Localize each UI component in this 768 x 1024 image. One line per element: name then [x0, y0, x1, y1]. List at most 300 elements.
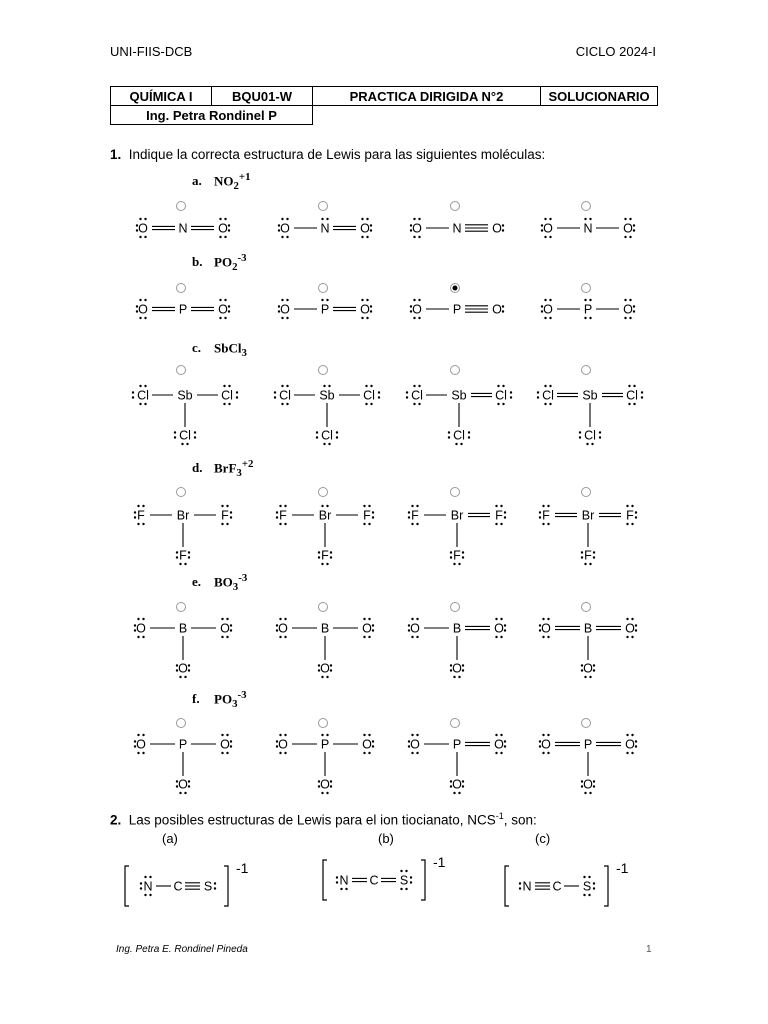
lone-pair-dot — [500, 752, 502, 754]
lone-pair-dot — [284, 505, 286, 507]
lone-pair-dot — [219, 218, 221, 220]
bracket-left — [125, 866, 129, 906]
answer-radio-icon[interactable] — [451, 603, 460, 612]
atom-o: O — [492, 302, 502, 317]
lone-pair-dot — [279, 734, 281, 736]
bracket-right — [224, 866, 228, 906]
lone-pair-dot — [631, 505, 633, 507]
lone-pair-dot — [224, 299, 226, 301]
lone-pair-dot — [458, 792, 460, 794]
lone-pair-dot — [321, 563, 323, 565]
atom-f: F — [453, 548, 461, 563]
lone-pair-dot — [223, 385, 225, 387]
lone-pair-dot — [406, 396, 408, 398]
lone-pair-dot — [136, 229, 138, 231]
atom-o: O — [178, 661, 188, 676]
lone-pair-dot — [541, 305, 543, 307]
atom-c: C — [173, 879, 183, 894]
lone-pair-dot — [635, 745, 637, 747]
lone-pair-dot — [416, 734, 418, 736]
lone-pair-dot — [631, 523, 633, 525]
lone-pair-dot — [626, 734, 628, 736]
atom-o: O — [136, 737, 146, 752]
lone-pair-dot — [188, 664, 190, 666]
option-c-label: (c) — [535, 831, 551, 846]
lone-pair-dot — [228, 385, 230, 387]
atom-f: F — [626, 508, 634, 523]
answer-radio-icon[interactable] — [319, 488, 328, 497]
lone-pair-dot — [589, 218, 591, 220]
lone-pair-dot — [139, 317, 141, 319]
lone-pair-dot — [363, 523, 365, 525]
lone-pair-dot — [326, 792, 328, 794]
lone-pair-dot — [631, 734, 633, 736]
atom-o: O — [280, 302, 290, 317]
lone-pair-dot — [537, 396, 539, 398]
lone-pair-dot — [144, 403, 146, 405]
lone-pair-dot — [149, 894, 151, 896]
bracket-right — [604, 866, 608, 906]
lone-pair-dot — [400, 870, 402, 872]
lone-pair-dot — [328, 385, 330, 387]
lone-pair-dot — [278, 310, 280, 312]
lone-pair-dot — [626, 752, 628, 754]
lone-pair-dot — [504, 511, 506, 513]
lone-pair-dot — [336, 876, 338, 878]
lone-pair-dot — [144, 236, 146, 238]
atom-o: O — [543, 302, 553, 317]
answer-radio-icon[interactable] — [451, 202, 460, 211]
answer-radio-icon[interactable] — [451, 719, 460, 728]
lone-pair-dot — [139, 299, 141, 301]
lone-pair-dot — [230, 629, 232, 631]
lone-pair-dot — [323, 385, 325, 387]
lone-pair-dot — [326, 505, 328, 507]
lone-pair-dot — [504, 516, 506, 518]
answer-radio-icon[interactable] — [582, 284, 591, 293]
lone-pair-dot — [500, 618, 502, 620]
atom-o: O — [178, 777, 188, 792]
lone-pair-dot — [336, 431, 338, 433]
answer-radio-icon[interactable] — [582, 366, 591, 375]
lone-pair-dot — [278, 305, 280, 307]
lone-pair-dot — [326, 563, 328, 565]
lone-pair-dot — [184, 676, 186, 678]
lone-pair-dot — [139, 385, 141, 387]
lone-pair-dot — [589, 317, 591, 319]
lone-pair-dot — [462, 551, 464, 553]
lone-pair-dot — [589, 563, 591, 565]
lone-pair-dot — [495, 523, 497, 525]
lone-pair-dot — [542, 752, 544, 754]
lone-pair-dot — [593, 887, 595, 889]
atom-b: B — [320, 621, 330, 636]
lone-pair-dot — [228, 305, 230, 307]
part-d-label: d. BrF$_3^{+2}$ — [192, 458, 254, 479]
lone-pair-dot — [176, 556, 178, 558]
lone-pair-dot — [321, 734, 323, 736]
lone-pair-dot — [361, 317, 363, 319]
lone-pair-dot — [194, 436, 196, 438]
lone-pair-dot — [504, 629, 506, 631]
lone-pair-dot — [539, 740, 541, 742]
lone-pair-dot — [321, 299, 323, 301]
lone-pair-dot — [224, 218, 226, 220]
atom-b: B — [178, 621, 188, 636]
lone-pair-dot — [184, 563, 186, 565]
lone-pair-dot — [188, 780, 190, 782]
lone-pair-dot — [361, 218, 363, 220]
answer-radio-icon[interactable] — [582, 719, 591, 728]
atom-br: Br — [581, 508, 595, 523]
answer-radio-icon[interactable] — [582, 202, 591, 211]
lone-pair-dot — [624, 236, 626, 238]
lone-pair-dot — [137, 752, 139, 754]
lone-pair-dot — [142, 505, 144, 507]
lone-pair-dot — [361, 299, 363, 301]
atom-o: O — [623, 221, 633, 236]
lone-pair-dot — [224, 317, 226, 319]
lone-pair-dot — [579, 436, 581, 438]
lone-pair-dot — [410, 881, 412, 883]
lone-pair-dot — [629, 218, 631, 220]
lone-pair-dot — [188, 551, 190, 553]
lone-pair-dot — [418, 218, 420, 220]
ion-charge: -1 — [433, 854, 446, 870]
title-cell: PRACTICA DIRIGIDA N°2 — [313, 87, 541, 106]
lone-pair-dot — [413, 403, 415, 405]
lone-pair-dot — [137, 734, 139, 736]
lone-pair-dot — [214, 882, 216, 884]
lone-pair-dot — [504, 740, 506, 742]
lone-pair-dot — [495, 505, 497, 507]
lone-pair-dot — [411, 618, 413, 620]
lone-pair-dot — [134, 624, 136, 626]
lone-pair-dot — [413, 385, 415, 387]
lone-pair-dot — [137, 505, 139, 507]
lone-pair-dot — [284, 734, 286, 736]
lone-pair-dot — [281, 385, 283, 387]
atom-o: O — [278, 737, 288, 752]
lone-pair-dot — [497, 403, 499, 405]
lone-pair-dot — [588, 876, 590, 878]
lone-pair-dot — [541, 224, 543, 226]
atom-p: P — [583, 737, 593, 752]
lone-pair-dot — [591, 443, 593, 445]
answer-radio-icon[interactable] — [319, 202, 328, 211]
lone-pair-dot — [635, 511, 637, 513]
lone-pair-dot — [276, 511, 278, 513]
lone-pair-dot — [624, 317, 626, 319]
lone-pair-dot — [405, 870, 407, 872]
lone-pair-dot — [633, 385, 635, 387]
lone-pair-dot — [368, 752, 370, 754]
lone-pair-dot — [226, 618, 228, 620]
lone-pair-dot — [226, 523, 228, 525]
lone-pair-dot — [318, 669, 320, 671]
lone-pair-dot — [504, 624, 506, 626]
lone-pair-dot — [221, 505, 223, 507]
answer-radio-icon[interactable] — [319, 284, 328, 293]
lone-pair-dot — [418, 317, 420, 319]
lone-pair-dot — [502, 224, 504, 226]
lone-pair-dot — [221, 618, 223, 620]
lone-pair-dot — [361, 236, 363, 238]
lone-pair-dot — [372, 624, 374, 626]
lone-pair-dot — [176, 780, 178, 782]
lone-pair-dot — [230, 516, 232, 518]
lone-pair-dot — [226, 636, 228, 638]
atom-f: F — [542, 508, 550, 523]
lone-pair-dot — [411, 505, 413, 507]
lone-pair-dot — [549, 317, 551, 319]
lone-pair-dot — [584, 792, 586, 794]
atom-o: O — [220, 737, 230, 752]
lone-pair-dot — [363, 505, 365, 507]
lone-pair-dot — [174, 436, 176, 438]
ion-charge: -1 — [616, 860, 629, 876]
lone-pair-dot — [134, 511, 136, 513]
lone-pair-dot — [413, 317, 415, 319]
answer-radio-icon[interactable] — [451, 488, 460, 497]
lone-pair-dot — [588, 894, 590, 896]
answer-radio-icon[interactable] — [177, 202, 186, 211]
lone-pair-dot — [549, 236, 551, 238]
lone-pair-dot — [142, 618, 144, 620]
lone-pair-dot — [405, 888, 407, 890]
lone-pair-dot — [633, 224, 635, 226]
lone-pair-dot — [226, 505, 228, 507]
lone-pair-dot — [542, 636, 544, 638]
question-1: 1. Indique la correcta estructura de Lewis para las siguientes moléculas: — [110, 147, 546, 162]
lone-pair-dot — [593, 664, 595, 666]
lone-pair-dot — [584, 317, 586, 319]
lone-pair-dot — [416, 636, 418, 638]
atom-o: O — [280, 221, 290, 236]
lone-pair-dot — [372, 629, 374, 631]
lone-pair-dot — [495, 752, 497, 754]
atom-o: O — [138, 302, 148, 317]
atom-p: P — [320, 302, 330, 317]
atom-cl: Cl — [495, 388, 507, 403]
lone-pair-dot — [221, 734, 223, 736]
lone-pair-dot — [284, 752, 286, 754]
lone-pair-dot — [458, 676, 460, 678]
lone-pair-dot — [633, 229, 635, 231]
lone-pair-dot — [584, 676, 586, 678]
atom-p: P — [178, 737, 188, 752]
lone-pair-dot — [223, 403, 225, 405]
atom-o: O — [136, 621, 146, 636]
lone-pair-dot — [541, 229, 543, 231]
lone-pair-dot — [584, 299, 586, 301]
atom-p: P — [452, 737, 462, 752]
lone-pair-dot — [368, 505, 370, 507]
part-b-label: b. $PO_2^{-3}$ — [192, 252, 247, 273]
lone-pair-dot — [408, 624, 410, 626]
lone-pair-dot — [579, 431, 581, 433]
lone-pair-dot — [626, 505, 628, 507]
atom-f: F — [279, 508, 287, 523]
atom-o: O — [218, 221, 228, 236]
lone-pair-dot — [462, 780, 464, 782]
lone-pair-dot — [137, 636, 139, 638]
lone-pair-dot — [544, 236, 546, 238]
lone-pair-dot — [326, 734, 328, 736]
atom-p: P — [452, 302, 462, 317]
lone-pair-dot — [411, 752, 413, 754]
atom-o: O — [583, 777, 593, 792]
lone-pair-dot — [372, 745, 374, 747]
lone-pair-dot — [228, 403, 230, 405]
atom-o: O — [410, 737, 420, 752]
lone-pair-dot — [221, 523, 223, 525]
atom-p: P — [178, 302, 188, 317]
lone-pair-dot — [542, 618, 544, 620]
lone-pair-dot — [278, 224, 280, 226]
lone-pair-dot — [276, 516, 278, 518]
footer-author: Ing. Petra E. Rondinel Pineda — [116, 944, 248, 955]
lone-pair-dot — [626, 618, 628, 620]
atom-f: F — [363, 508, 371, 523]
lone-pair-dot — [497, 385, 499, 387]
atom-n: N — [452, 221, 462, 236]
lone-pair-dot — [330, 780, 332, 782]
atom-n: N — [143, 879, 153, 894]
answer-radio-icon[interactable] — [177, 284, 186, 293]
lone-pair-dot — [188, 669, 190, 671]
lone-pair-dot — [549, 403, 551, 405]
lone-pair-dot — [635, 624, 637, 626]
atom-cl: Cl — [453, 428, 465, 443]
atom-o: O — [583, 661, 593, 676]
lone-pair-dot — [581, 551, 583, 553]
answer-radio-icon[interactable] — [177, 488, 186, 497]
lone-pair-dot — [539, 745, 541, 747]
answer-radio-icon[interactable] — [177, 603, 186, 612]
atom-o: O — [492, 221, 502, 236]
atom-sb: Sb — [319, 388, 335, 403]
lone-pair-dot — [328, 443, 330, 445]
atom-br: Br — [318, 508, 332, 523]
lone-pair-dot — [589, 299, 591, 301]
lone-pair-dot — [599, 436, 601, 438]
lone-pair-dot — [586, 443, 588, 445]
lone-pair-dot — [276, 740, 278, 742]
part-c-label: c. SbCl$_3$ — [192, 340, 247, 359]
lone-pair-dot — [221, 636, 223, 638]
lone-pair-dot — [230, 740, 232, 742]
part-f-label: f. $PO_3^{-3}$ — [192, 689, 247, 710]
answer-radio-icon[interactable] — [451, 366, 460, 375]
atom-b: B — [583, 621, 593, 636]
lone-pair-dot — [416, 523, 418, 525]
answer-radio-icon[interactable] — [177, 719, 186, 728]
option-a-label: (a) — [162, 831, 178, 846]
lone-pair-dot — [628, 385, 630, 387]
lone-pair-dot — [633, 310, 635, 312]
lone-pair-dot — [281, 299, 283, 301]
lone-pair-dot — [321, 505, 323, 507]
lone-pair-dot — [593, 556, 595, 558]
lone-pair-dot — [318, 785, 320, 787]
lone-pair-dot — [539, 629, 541, 631]
lone-pair-dot — [366, 299, 368, 301]
lone-pair-dot — [219, 299, 221, 301]
lone-pair-dot — [365, 385, 367, 387]
lone-pair-dot — [629, 317, 631, 319]
atom-br: Br — [450, 508, 464, 523]
lone-pair-dot — [626, 523, 628, 525]
lone-pair-dot — [188, 556, 190, 558]
lone-pair-dot — [450, 669, 452, 671]
atom-b: B — [452, 621, 462, 636]
lone-pair-dot — [279, 523, 281, 525]
lone-pair-dot — [326, 218, 328, 220]
lone-pair-dot — [453, 792, 455, 794]
lone-pair-dot — [413, 236, 415, 238]
lone-pair-dot — [214, 887, 216, 889]
lone-pair-dot — [340, 888, 342, 890]
atom-o: O — [360, 302, 370, 317]
answer-radio-icon[interactable] — [319, 603, 328, 612]
lone-pair-dot — [599, 431, 601, 433]
answer-radio-icon[interactable] — [582, 488, 591, 497]
lone-pair-dot — [581, 785, 583, 787]
bracket-left — [323, 860, 327, 900]
lone-pair-dot — [318, 780, 320, 782]
lone-pair-dot — [408, 629, 410, 631]
lone-pair-dot — [593, 785, 595, 787]
lone-pair-dot — [181, 443, 183, 445]
lone-pair-dot — [281, 236, 283, 238]
lone-pair-dot — [544, 299, 546, 301]
lone-pair-dot — [589, 676, 591, 678]
lone-pair-dot — [330, 664, 332, 666]
lone-pair-dot — [179, 676, 181, 678]
atom-o: O — [138, 221, 148, 236]
answer-radio-icon[interactable] — [319, 366, 328, 375]
atom-o: O — [360, 221, 370, 236]
lone-pair-dot — [547, 734, 549, 736]
lone-pair-dot — [363, 618, 365, 620]
answer-radio-selected-icon — [453, 286, 458, 291]
lone-pair-dot — [502, 403, 504, 405]
atom-sb: Sb — [177, 388, 193, 403]
lone-pair-dot — [140, 882, 142, 884]
lone-pair-dot — [286, 403, 288, 405]
lone-pair-dot — [144, 317, 146, 319]
lone-pair-dot — [500, 523, 502, 525]
lone-pair-dot — [363, 636, 365, 638]
lone-pair-dot — [336, 436, 338, 438]
lone-pair-dot — [286, 236, 288, 238]
lone-pair-dot — [635, 516, 637, 518]
lone-pair-dot — [286, 218, 288, 220]
lone-pair-dot — [137, 618, 139, 620]
atom-o: O — [320, 777, 330, 792]
part-a-label: a. $NO_2^{+1}$ — [192, 171, 251, 192]
lone-pair-dot — [549, 385, 551, 387]
answer-radio-icon[interactable] — [582, 603, 591, 612]
answer-radio-icon[interactable] — [319, 719, 328, 728]
header-left: UNI-FIIS-DCB — [110, 44, 193, 59]
lone-pair-dot — [142, 734, 144, 736]
lone-pair-dot — [450, 664, 452, 666]
answer-radio-icon[interactable] — [177, 366, 186, 375]
lone-pair-dot — [593, 551, 595, 553]
lone-pair-dot — [142, 636, 144, 638]
